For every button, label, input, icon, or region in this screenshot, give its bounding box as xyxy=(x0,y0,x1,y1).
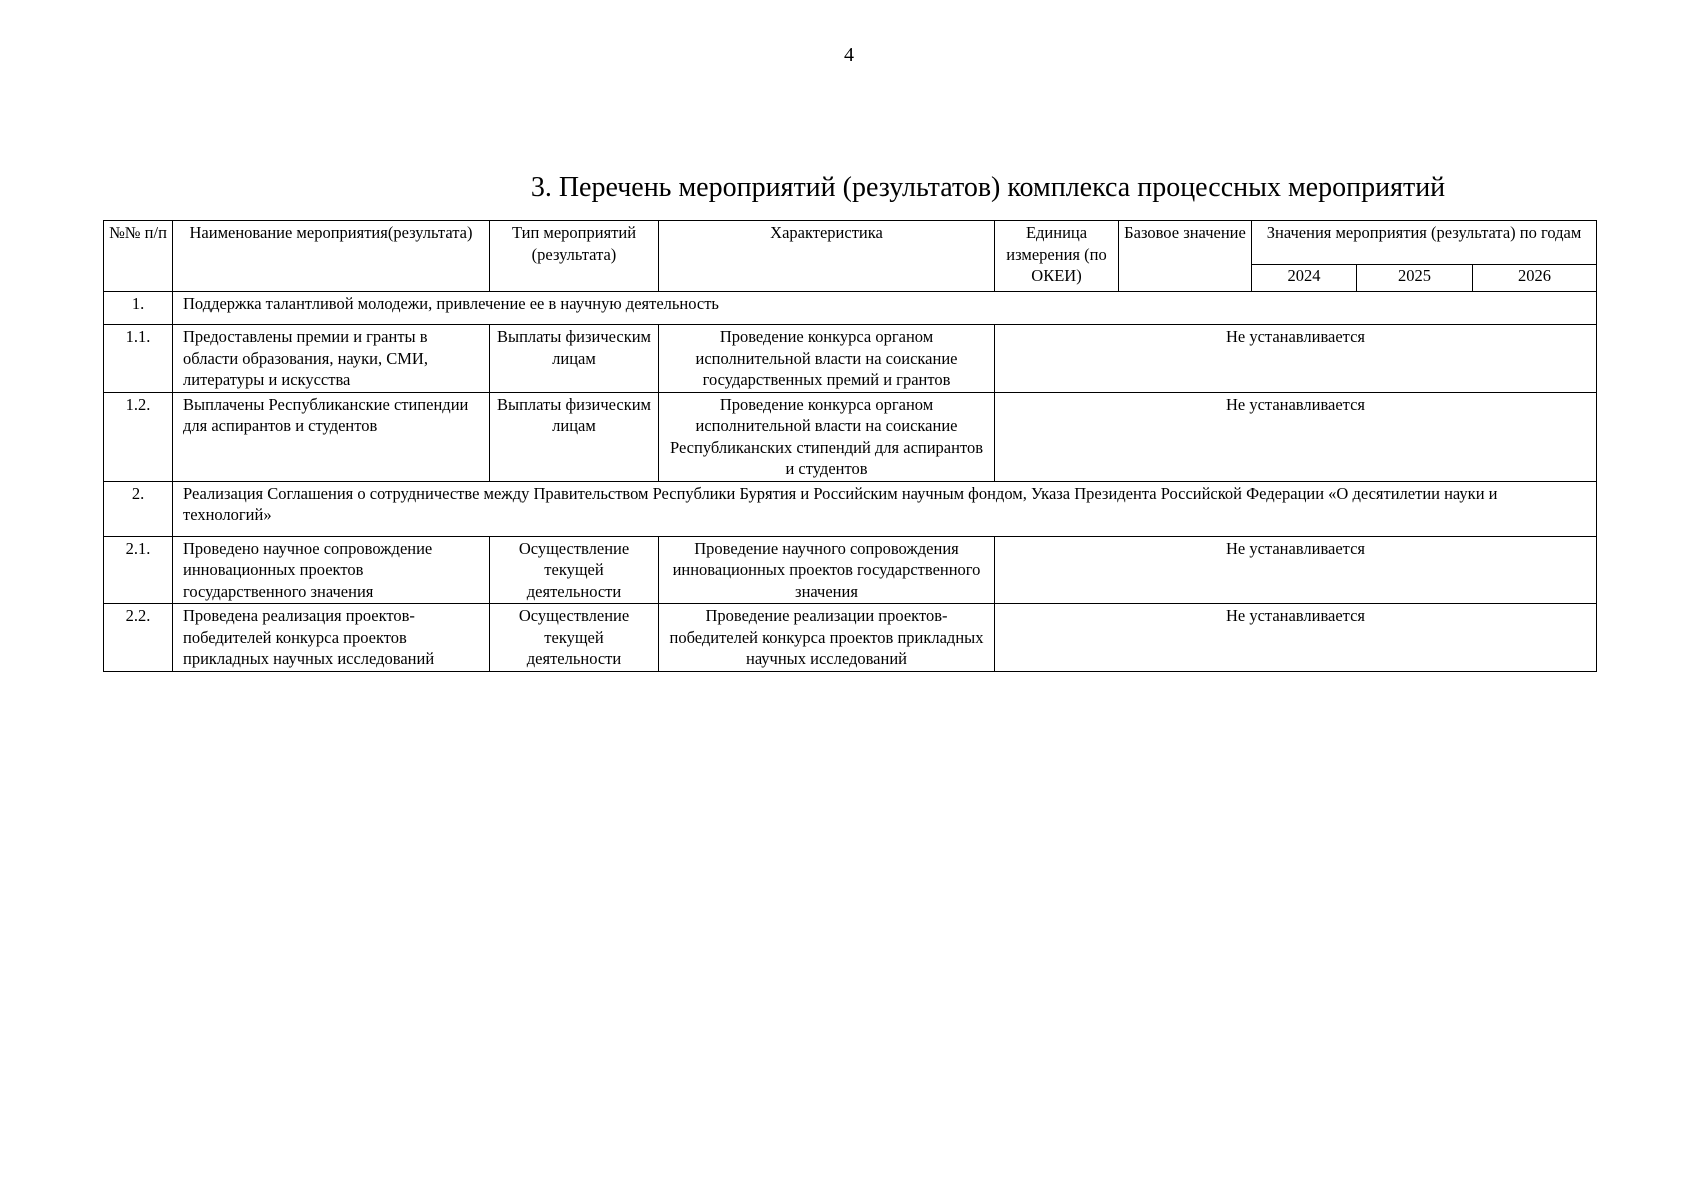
header-year-2025: 2025 xyxy=(1357,265,1473,292)
document-title: 3. Перечень мероприятий (результатов) комплекса процессных мероприятий xyxy=(530,172,1446,203)
section-number: 1. xyxy=(104,292,173,325)
row-characteristic: Проведение конкурса органом исполнительной власти на соискание Республиканских стипендий для аспирантов и студентов xyxy=(659,392,995,481)
row-number: 2.2. xyxy=(104,604,173,672)
row-values: Не устанавливается xyxy=(995,604,1597,672)
row-values: Не устанавливается xyxy=(995,325,1597,393)
header-num: №№ п/п xyxy=(104,221,173,292)
row-type: Осуществление текущей деятельности xyxy=(490,604,659,672)
row-number: 1.1. xyxy=(104,325,173,393)
row-characteristic: Проведение конкурса органом исполнительной власти на соискание государственных премий и грантов xyxy=(659,325,995,393)
table-row xyxy=(104,604,1597,672)
row-values: Не устанавливается xyxy=(995,392,1597,481)
row-name: Проведено научное сопровождение инновационных проектов государственного значения xyxy=(173,536,490,604)
section-row xyxy=(104,481,1597,536)
table-row xyxy=(104,325,1597,393)
header-characteristic: Характеристика xyxy=(659,221,995,292)
row-number: 2.1. xyxy=(104,536,173,604)
header-name: Наименование мероприятия(результата) xyxy=(173,221,490,292)
page-number: 4 xyxy=(844,44,854,66)
header-values-by-year: Значения мероприятия (результата) по годам xyxy=(1252,221,1597,265)
row-characteristic: Проведение реализации проектов-победителей конкурса проектов прикладных научных исследований xyxy=(659,604,995,672)
header-year-2024: 2024 xyxy=(1252,265,1357,292)
row-type: Осуществление текущей деятельности xyxy=(490,536,659,604)
table-row xyxy=(104,392,1597,481)
row-name: Проведена реализация проектов-победителей конкурса проектов прикладных научных исследований xyxy=(173,604,490,672)
section-title: Поддержка талантливой молодежи, привлечение ее в научную деятельность xyxy=(173,292,1597,325)
row-type: Выплаты физическим лицам xyxy=(490,325,659,393)
section-row xyxy=(104,292,1597,325)
header-year-2026: 2026 xyxy=(1473,265,1597,292)
measures-table xyxy=(103,220,1597,672)
section-title: Реализация Соглашения о сотрудничестве между Правительством Республики Бурятия и Российским научным фондом, Указа Президента Российской Федерации «О десятилетии науки и технологий» xyxy=(173,481,1597,536)
header-type: Тип мероприятий (результата) xyxy=(490,221,659,292)
row-type: Выплаты физическим лицам xyxy=(490,392,659,481)
row-name: Выплачены Республиканские стипендии для аспирантов и студентов xyxy=(173,392,490,481)
row-number: 1.2. xyxy=(104,392,173,481)
row-characteristic: Проведение научного сопровождения инновационных проектов государственного значения xyxy=(659,536,995,604)
row-values: Не устанавливается xyxy=(995,536,1597,604)
section-number: 2. xyxy=(104,481,173,536)
header-base-value: Базовое значение xyxy=(1119,221,1252,292)
header-unit: Единица измерения (по ОКЕИ) xyxy=(995,221,1119,292)
table-row xyxy=(104,536,1597,604)
row-name: Предоставлены премии и гранты в области образования, науки, СМИ, литературы и искусства xyxy=(173,325,490,393)
